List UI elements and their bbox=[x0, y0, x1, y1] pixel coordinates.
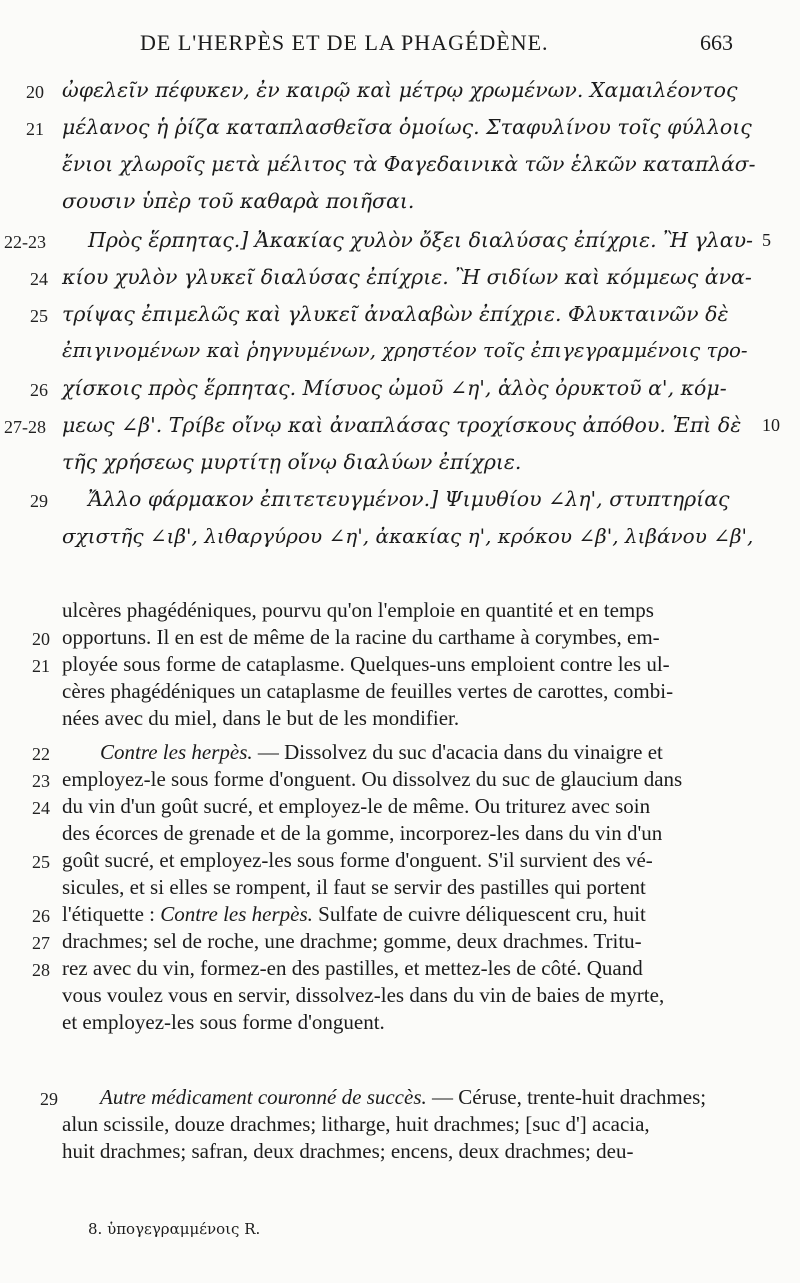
greek-line bbox=[0, 189, 800, 223]
french-line-text: huit drachmes; safran, deux drachmes; encens, deux drachmes; deu- bbox=[62, 1139, 634, 1163]
french-line-text: opportuns. Il en est de même de la racine du carthame à corymbes, em- bbox=[62, 625, 660, 649]
greek-line-text: τῆς χρήσεως μυρτίτῃ οἴνῳ διαλύων ἐπίχριε. bbox=[62, 450, 522, 474]
greek-line bbox=[0, 302, 800, 336]
greek-line bbox=[0, 450, 800, 484]
line-number: 21 bbox=[26, 119, 44, 139]
greek-line-text: μέλανος ἡ ῥίζα καταπλασθεῖσα ὁμοίως. Σταφυλίνου τοῖς φύλλοις bbox=[62, 115, 752, 139]
greek-line-text: ἔνιοι χλωροῖς μετὰ μέλιτος τὰ Φαγεδαινικὰ τῶν ἑλκῶν καταπλάσ- bbox=[62, 152, 756, 176]
greek-line-text: ὠφελεῖν πέφυκεν, ἐν καιρῷ καὶ μέτρῳ χρωμένων. Χαμαιλέοντος bbox=[62, 78, 738, 102]
greek-line bbox=[0, 524, 800, 558]
line-number: 22 bbox=[32, 744, 50, 764]
french-line-text: nées avec du miel, dans le but de les mondifier. bbox=[62, 706, 460, 730]
section-text: — Céruse, trente-huit drachmes; bbox=[426, 1085, 707, 1109]
greek-line-text: σχιστῆς ∠ιβ', λιθαργύρου ∠η', ἀκακίας η', κρόκου ∠β', λιβάνου ∠β', bbox=[62, 524, 754, 548]
section-text: Sulfate de cuivre déliquescent cru, huit bbox=[312, 902, 646, 926]
section-prefix: l'étiquette : bbox=[62, 902, 161, 926]
french-line-text: des écorces de grenade et de la gomme, incorporez-les dans du vin d'un bbox=[62, 821, 663, 845]
greek-line bbox=[0, 152, 800, 186]
french-line-text: ulcères phagédéniques, pourvu qu'on l'emploie en quantité et en temps bbox=[62, 598, 654, 622]
line-number: 20 bbox=[26, 82, 44, 102]
french-line bbox=[0, 1139, 800, 1173]
greek-line-count: 10 bbox=[762, 415, 780, 435]
french-line-text: sicules, et si elles se rompent, il faut se servir des pastilles qui portent bbox=[62, 875, 646, 899]
french-line-text bbox=[100, 1085, 706, 1110]
line-number: 25 bbox=[30, 306, 48, 326]
french-line bbox=[0, 706, 800, 740]
french-line-text bbox=[62, 902, 646, 927]
greek-line-text: χίσκοις πρὸς ἕρπητας. Μίσυος ὠμοῦ ∠η', ἁλὸς ὀρυκτοῦ α', κόμ- bbox=[62, 376, 727, 400]
line-number: 26 bbox=[30, 380, 48, 400]
line-number: 20 bbox=[32, 629, 50, 649]
line-number: 22-23 bbox=[4, 232, 46, 252]
french-line-text: du vin d'un goût sucré, et employez-le de même. Ou triturez avec soin bbox=[62, 794, 651, 818]
line-number: 28 bbox=[32, 960, 50, 980]
greek-line-count: 5 bbox=[762, 230, 771, 250]
french-line-text: drachmes; sel de roche, une drachme; gomme, deux drachmes. Tritu- bbox=[62, 929, 642, 953]
greek-line bbox=[0, 228, 800, 262]
section-heading: Autre médicament couronné de succès. bbox=[100, 1085, 427, 1109]
french-line-text: goût sucré, et employez-les sous forme d'onguent. S'il survient des vé- bbox=[62, 848, 653, 872]
french-line-text: alun scissile, douze drachmes; litharge, huit drachmes; [suc d'] acacia, bbox=[62, 1112, 650, 1136]
greek-line bbox=[0, 487, 800, 521]
greek-line bbox=[0, 339, 800, 373]
section-text: — Dissolvez du suc d'acacia dans du vinaigre et bbox=[252, 740, 663, 764]
greek-line-text: Ἄλλο φάρμακον ἐπιτετευγμένον.] Ψιμυθίου ∠λη', στυπτηρίας bbox=[88, 487, 730, 511]
line-number: 27 bbox=[32, 933, 50, 953]
greek-line-text: μεως ∠β'. Τρίβε οἴνῳ καὶ ἀναπλάσας τροχίσκους ἀπόθου. Ἐπὶ δὲ bbox=[62, 413, 742, 437]
french-line bbox=[0, 1010, 800, 1044]
line-number: 23 bbox=[32, 771, 50, 791]
french-line-text: vous voulez vous en servir, dissolvez-les dans du vin de baies de myrte, bbox=[62, 983, 665, 1007]
french-line-text: cères phagédéniques un cataplasme de feuilles vertes de carottes, combi- bbox=[62, 679, 674, 703]
line-number: 25 bbox=[32, 852, 50, 872]
greek-line-text: τρίψας ἐπιμελῶς καὶ γλυκεῖ ἀναλαβὼν ἐπίχριε. Φλυκταινῶν δὲ bbox=[62, 302, 729, 326]
footnote: 8. ὑπογεγραμμένοις R. bbox=[88, 1220, 261, 1238]
line-number: 26 bbox=[32, 906, 50, 926]
greek-line bbox=[0, 376, 800, 410]
line-number: 29 bbox=[40, 1089, 58, 1109]
french-line-text bbox=[100, 740, 663, 765]
french-line-text: employez-le sous forme d'onguent. Ou dissolvez du suc de glaucium dans bbox=[62, 767, 683, 791]
greek-line bbox=[0, 413, 800, 447]
line-number: 24 bbox=[30, 269, 48, 289]
greek-line-text: κίου χυλὸν γλυκεῖ διαλύσας ἐπίχριε. Ἢ σιδίων καὶ κόμμεως ἀνα- bbox=[62, 265, 752, 289]
line-number: 29 bbox=[30, 491, 48, 511]
greek-line-text: ἐπιγινομένων καὶ ῥηγνυμένων, χρηστέον τοῖς ἐπιγεγραμμένοις τρο- bbox=[62, 339, 748, 362]
section-heading: Contre les herpès. bbox=[160, 902, 313, 926]
section-heading: Contre les herpès. bbox=[100, 740, 253, 764]
french-line-text: ployée sous forme de cataplasme. Quelques-uns emploient contre les ul- bbox=[62, 652, 670, 676]
line-number: 21 bbox=[32, 656, 50, 676]
french-line-text: et employez-les sous forme d'onguent. bbox=[62, 1010, 385, 1034]
line-number: 27-28 bbox=[4, 417, 46, 437]
page-number: 663 bbox=[700, 30, 733, 55]
greek-line bbox=[0, 115, 800, 149]
greek-line bbox=[0, 265, 800, 299]
greek-line-text: Πρὸς ἕρπητας.] Ἀκακίας χυλὸν ὄξει διαλύσας ἐπίχριε. Ἢ γλαυ- bbox=[88, 228, 753, 252]
running-header bbox=[0, 30, 800, 64]
greek-line-text: σουσιν ὑπὲρ τοῦ καθαρὰ ποιῆσαι. bbox=[62, 189, 415, 213]
running-title: DE L'HERPÈS ET DE LA PHAGÉDÈNE. bbox=[140, 30, 549, 55]
greek-line bbox=[0, 78, 800, 112]
line-number: 24 bbox=[32, 798, 50, 818]
french-line-text: rez avec du vin, formez-en des pastilles, et mettez-les de côté. Quand bbox=[62, 956, 643, 980]
